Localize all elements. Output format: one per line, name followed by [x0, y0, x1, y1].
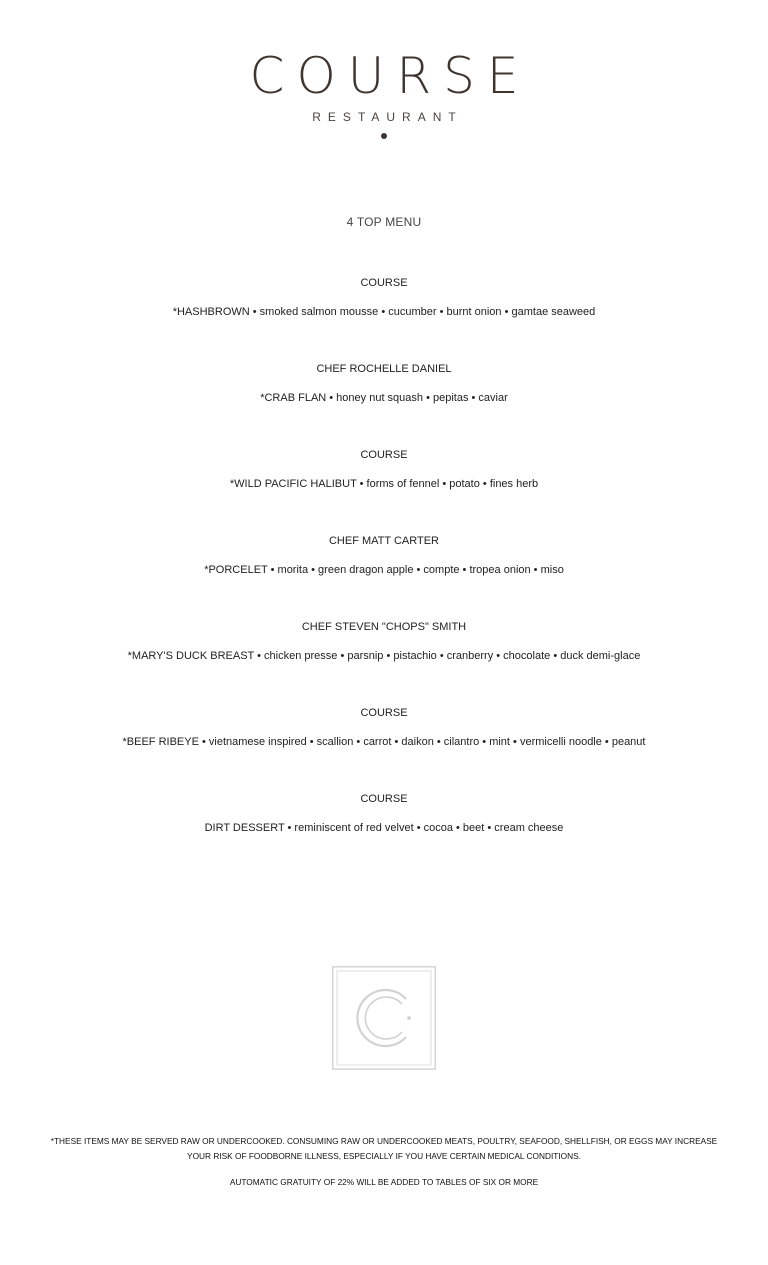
course-dish: *HASHBROWN • smoked salmon mousse • cucumber • burnt onion • gamtae seaweed — [172, 306, 596, 318]
course-dish: *MARY'S DUCK BREAST • chicken presse • parsnip • pistachio • cranberry • chocolate • duck demi-glace — [127, 650, 641, 662]
course-dish: DIRT DESSERT • reminiscent of red velvet • cocoa • beet • cream cheese — [204, 822, 564, 834]
course-label: COURSE — [360, 277, 408, 289]
course-label: CHEF MATT CARTER — [328, 535, 439, 547]
menu-title: 4 TOP MENU — [346, 215, 422, 229]
course-label: COURSE — [360, 449, 408, 461]
course-label: CHEF STEVEN "CHOPS" SMITH — [301, 621, 467, 633]
menu-list — [0, 276, 768, 878]
course-item — [0, 448, 768, 534]
course-dish: *PORCELET • morita • green dragon apple • compte • tropea onion • miso — [204, 564, 564, 576]
course-label: COURSE — [360, 793, 408, 805]
course-dish: *CRAB FLAN • honey nut squash • pepitas • caviar — [260, 392, 508, 404]
gratuity-notice: AUTOMATIC GRATUITY OF 22% WILL BE ADDED TO TABLES OF SIX OR MORE — [229, 1177, 539, 1187]
course-label: CHEF ROCHELLE DANIEL — [316, 363, 452, 375]
course-dish: *BEEF RIBEYE • vietnamese inspired • scallion • carrot • daikon • cilantro • mint • vermicelli noodle • peanut — [122, 736, 646, 748]
course-monogram-icon — [332, 966, 436, 1070]
course-label: COURSE — [360, 707, 408, 719]
course-dish: *WILD PACIFIC HALIBUT • forms of fennel • potato • fines herb — [229, 478, 539, 490]
logo-subtitle: RESTAURANT — [312, 110, 463, 124]
course-item — [0, 534, 768, 620]
restaurant-logo — [0, 48, 768, 139]
logo-dot-icon — [381, 133, 387, 139]
course-item — [0, 706, 768, 792]
raw-food-disclaimer: *THESE ITEMS MAY BE SERVED RAW OR UNDERCOOKED. CONSUMING RAW OR UNDERCOOKED MEATS, POULTRY, SEAFOOD, SHELLFISH, OR EGGS MAY INCREASE YOUR RISK OF FOODBORNE ILLNESS, ESPECIALLY IF YOU HAVE CERTAIN MEDICAL CONDITIONS. — [50, 1136, 718, 1161]
course-item — [0, 792, 768, 878]
course-item — [0, 276, 768, 362]
course-item — [0, 620, 768, 706]
course-item — [0, 362, 768, 448]
logo-wordmark: COURSE — [249, 47, 531, 105]
